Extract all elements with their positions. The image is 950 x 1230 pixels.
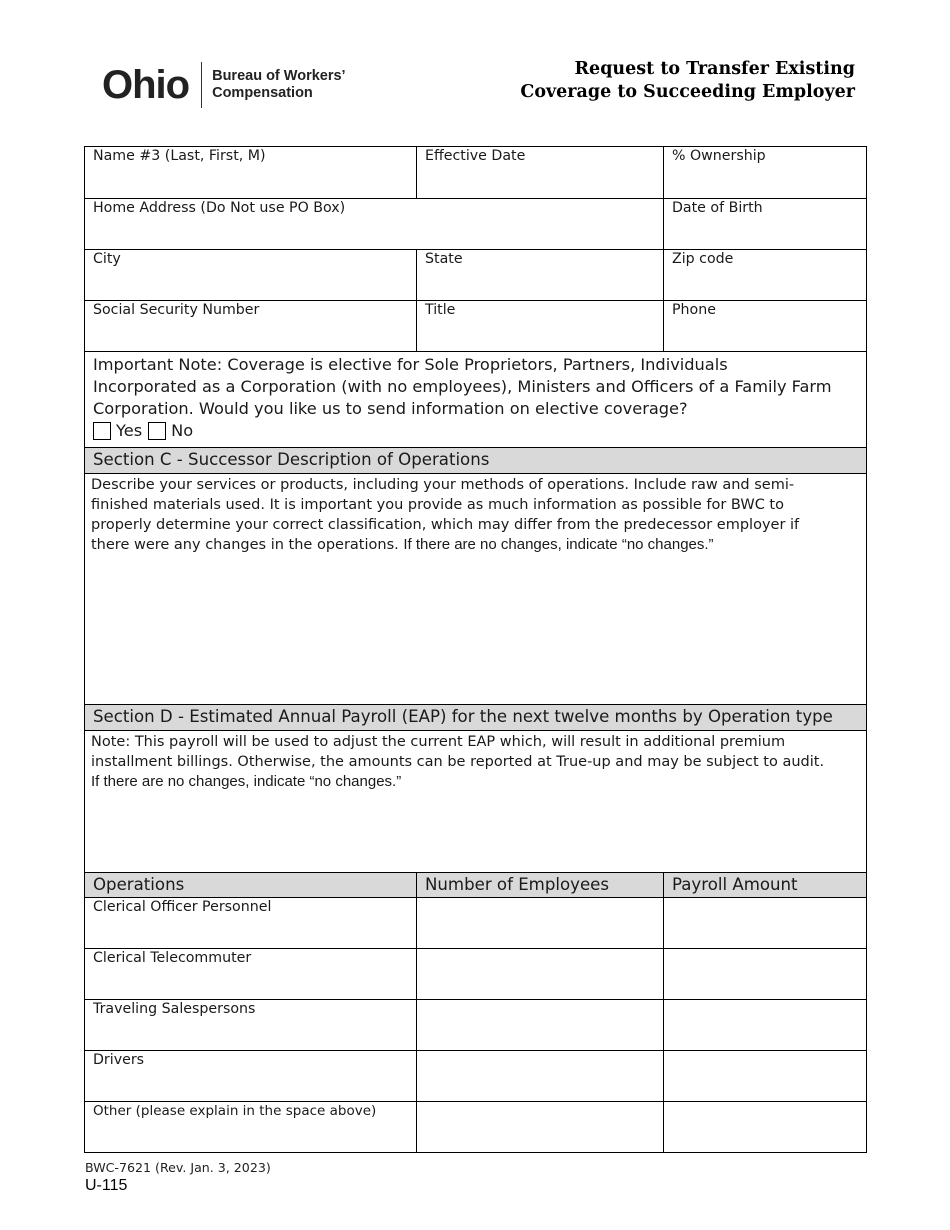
- employees-input[interactable]: [416, 1051, 663, 1101]
- owner-row-1: [85, 146, 866, 198]
- ssn-label: Social Security Number: [93, 302, 260, 318]
- employees-input[interactable]: [416, 1000, 663, 1050]
- owner-row-2: [85, 198, 866, 249]
- zip-label: Zip code: [672, 251, 734, 267]
- effective-date-field[interactable]: [416, 147, 663, 198]
- phone-label: Phone: [672, 302, 716, 318]
- logo-bureau-name: [212, 68, 346, 102]
- important-note-line3: Corporation. Would you like us to send information on elective coverage?: [93, 399, 688, 418]
- name-label: Name #3 (Last, First, M): [93, 148, 266, 164]
- important-note: [85, 352, 840, 447]
- important-note-row: [85, 351, 866, 447]
- payroll-column-header: Payroll Amount: [663, 873, 866, 897]
- table-row: [85, 897, 866, 948]
- title-field[interactable]: [416, 301, 663, 351]
- form-number: BWC-7621 (Rev. Jan. 3, 2023): [85, 1160, 271, 1175]
- section-c-line3: properly determine your correct classification, which may differ from the predecessor employer if: [91, 517, 800, 533]
- name-field[interactable]: [85, 147, 416, 198]
- date-of-birth-field[interactable]: [663, 199, 866, 249]
- important-note-line1: [93, 354, 832, 376]
- section-d-heading: Section D - Estimated Annual Payroll (EAP) for the next twelve months by Operation type: [85, 705, 866, 730]
- state-field[interactable]: [416, 250, 663, 300]
- phone-field[interactable]: [663, 301, 866, 351]
- table-row: [85, 1101, 866, 1153]
- date-of-birth-label: Date of Birth: [672, 200, 763, 216]
- payroll-input[interactable]: [663, 1000, 866, 1050]
- section-d-line2: installment billings. Otherwise, the amounts can be reported at True-up and may be subject to audit.: [91, 754, 825, 770]
- form-code: U-115: [85, 1177, 128, 1194]
- table-row: [85, 1050, 866, 1101]
- home-address-field[interactable]: [85, 199, 663, 249]
- important-note-line2: Incorporated as a Corporation (with no employees), Ministers and Officers of a Family Farm: [93, 377, 832, 396]
- ownership-field[interactable]: [663, 147, 866, 198]
- section-c-description-field[interactable]: [85, 474, 866, 704]
- owner-row-3: [85, 249, 866, 300]
- employees-column-header: Number of Employees: [416, 873, 663, 897]
- employees-input[interactable]: [416, 1102, 663, 1152]
- page-footer: [85, 1160, 271, 1196]
- form-body: [84, 146, 867, 1153]
- table-row: [85, 999, 866, 1050]
- effective-date-label: Effective Date: [425, 148, 526, 164]
- ohio-bwc-logo: [102, 62, 346, 108]
- home-address-label: Home Address (Do Not use PO Box): [93, 200, 346, 216]
- operation-label: Clerical Officer Personnel: [93, 899, 272, 915]
- ssn-field[interactable]: [85, 301, 416, 351]
- page-header: [0, 0, 950, 146]
- section-c-heading-row: [85, 447, 866, 473]
- title-label: Title: [425, 302, 456, 318]
- payroll-input[interactable]: [663, 949, 866, 999]
- yes-label: Yes: [116, 421, 143, 440]
- yes-checkbox[interactable]: [93, 422, 111, 440]
- section-c-body-row: [85, 473, 866, 704]
- section-d-note-field[interactable]: [85, 731, 866, 872]
- employees-input[interactable]: [416, 898, 663, 948]
- section-c-heading: Section C - Successor Description of Operations: [85, 448, 866, 473]
- important-note-label: Important Note:: [93, 355, 223, 374]
- city-field[interactable]: [85, 250, 416, 300]
- section-c-no-changes-note: If there are no changes, indicate “no changes.”: [403, 536, 714, 553]
- section-c-line2: finished materials used. It is important you provide as much information as possible for BWC to: [91, 497, 784, 513]
- operation-label: Other (please explain in the space above): [93, 1103, 377, 1119]
- elective-coverage-choice: [93, 420, 832, 442]
- payroll-input[interactable]: [663, 1102, 866, 1152]
- section-c-line4-text: there were any changes in the operations.: [91, 537, 399, 553]
- operations-header-row: [85, 872, 866, 897]
- section-d-line1: Note: This payroll will be used to adjust the current EAP which, will result in additional premium: [91, 734, 786, 750]
- table-row: [85, 948, 866, 999]
- ownership-label: % Ownership: [672, 148, 766, 164]
- owner-row-4: [85, 300, 866, 351]
- section-c-line4: [91, 535, 860, 555]
- form-title-line1: Request to Transfer Existing: [574, 59, 855, 79]
- employees-input[interactable]: [416, 949, 663, 999]
- section-d-line3: If there are no changes, indicate “no changes.”: [91, 773, 402, 790]
- logo-wordmark: Ohio: [102, 63, 190, 107]
- state-label: State: [425, 251, 463, 267]
- important-note-text1: Coverage is elective for Sole Proprietors, Partners, Individuals: [227, 355, 728, 374]
- logo-divider: [201, 62, 202, 108]
- operation-label: Traveling Salespersons: [93, 1001, 256, 1017]
- operation-label: Drivers: [93, 1052, 145, 1068]
- logo-bureau-line2: Compensation: [212, 85, 313, 101]
- logo-bureau-line1: Bureau of Workers’: [212, 68, 346, 84]
- section-d-body-row: [85, 730, 866, 872]
- payroll-input[interactable]: [663, 898, 866, 948]
- section-c-line1: Describe your services or products, including your methods of operations. Include raw and semi-: [91, 477, 795, 493]
- zip-field[interactable]: [663, 250, 866, 300]
- form-title-line2: Coverage to Succeeding Employer: [520, 82, 855, 102]
- form-title: [520, 58, 855, 104]
- city-label: City: [93, 251, 121, 267]
- no-label: No: [171, 421, 194, 440]
- payroll-input[interactable]: [663, 1051, 866, 1101]
- operation-label: Clerical Telecommuter: [93, 950, 252, 966]
- no-checkbox[interactable]: [148, 422, 166, 440]
- operations-column-header: Operations: [93, 875, 185, 894]
- section-d-heading-row: [85, 704, 866, 730]
